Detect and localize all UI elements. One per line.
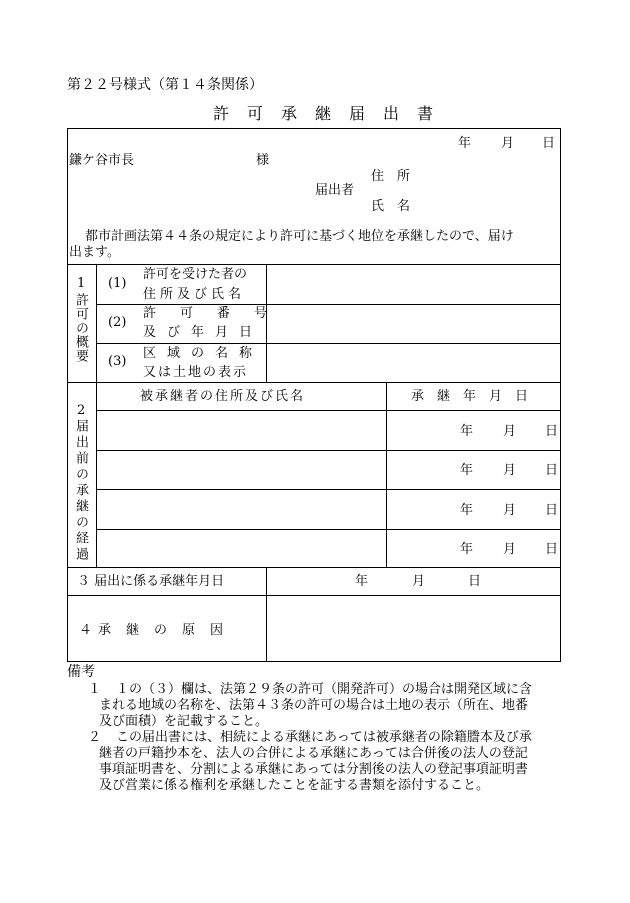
date-nen: 年 <box>458 136 472 151</box>
section2-row1-nen: 年 <box>460 424 474 439</box>
page-title: 許 可 承 継 届 出 書 <box>213 104 435 123</box>
section2-row1-tsuki: 月 <box>503 424 517 439</box>
section1-row1-line2: 住所及び氏名 <box>143 287 246 302</box>
section4-label: 承 継 の 原 因 <box>98 623 225 638</box>
section2-row3-nen: 年 <box>460 503 474 518</box>
sama-label: 様 <box>256 153 270 168</box>
note-2-line-2: 継者の戸籍抄本を、法人の合併による承継にあっては合併後の法人の登記 <box>99 746 528 761</box>
note-1-line-1: １の（３）欄は、法第２９条の許可（開発許可）の場合は開発区域に含 <box>116 682 533 697</box>
statement-line-1: 都市計画法第４４条の規定により許可に基づく地位を承継したので、届け <box>85 229 514 244</box>
section4-number: ４ <box>79 623 93 638</box>
applicant-label: 届出者 <box>315 183 355 198</box>
section1-number: 1 <box>77 276 86 291</box>
section2-row3-hi: 日 <box>545 503 559 518</box>
section1-row2-line2: 及び年月日 <box>143 325 264 340</box>
section2-row4-tsuki: 月 <box>503 542 517 557</box>
section2-row3-tsuki: 月 <box>503 503 517 518</box>
date-tsuki: 月 <box>501 136 515 151</box>
section2-row4-nen: 年 <box>460 542 474 557</box>
note-2-line-3: 事項証明書を、分割による承継にあっては分割後の法人の登記事項証明書 <box>99 762 528 777</box>
section3-tsuki: 月 <box>412 574 426 589</box>
section1-row2-num: (2) <box>108 315 127 330</box>
section2-row4-hi: 日 <box>545 542 559 557</box>
section1-row1-num: (1) <box>108 276 127 291</box>
section2-col2-header: 承 継 年 月 日 <box>411 389 529 404</box>
section1-row3-line1: 区域の名称 <box>143 346 264 361</box>
statement-line-2: 出ます。 <box>69 245 120 260</box>
note-2-number: ２ <box>88 730 102 745</box>
note-1-line-2: まれる地域の名称を、法第４３条の許可の場合は土地の表示（所在、地番 <box>99 698 529 713</box>
section1-row2-line1: 許可番号 <box>143 306 292 321</box>
address-label: 住 所 <box>371 169 411 184</box>
note-1-number: １ <box>88 682 102 697</box>
section2-row1-hi: 日 <box>545 424 559 439</box>
name-label: 氏 名 <box>371 199 411 214</box>
section2-col1-header: 被承継者の住所及び氏名 <box>140 389 306 404</box>
notes-heading: 備考 <box>67 664 95 680</box>
section3-nen: 年 <box>355 574 369 589</box>
section1-row3-num: (3) <box>108 354 127 369</box>
form-number: 第２２号様式（第１４条関係） <box>67 77 263 93</box>
section1-row3-line2: 又は土地の表示 <box>143 365 249 380</box>
addressee: 鎌ケ谷市長 <box>69 153 135 168</box>
section2-number: 2 <box>77 403 86 418</box>
section1-row1-line1: 許可を受けた者の <box>143 267 248 282</box>
section2-heading: 届出前の承継の経過 <box>73 419 88 563</box>
section3-label: ３ 届出に係る承継年月日 <box>77 574 225 589</box>
section3-hi: 日 <box>468 574 482 589</box>
note-2-line-1: この届出書には、相続による承継にあっては被承継者の除籍謄本及び承 <box>116 730 532 745</box>
section2-row2-nen: 年 <box>460 463 474 478</box>
section2-row2-hi: 日 <box>545 463 559 478</box>
note-1-line-3: 及び面積）を記載すること。 <box>99 714 269 729</box>
note-2-line-4: 及び営業に係る権利を承継したことを証する書類を添付すること。 <box>99 778 490 793</box>
date-hi: 日 <box>542 136 556 151</box>
section2-row2-tsuki: 月 <box>503 463 517 478</box>
section1-heading: 許可の概要 <box>73 293 88 363</box>
